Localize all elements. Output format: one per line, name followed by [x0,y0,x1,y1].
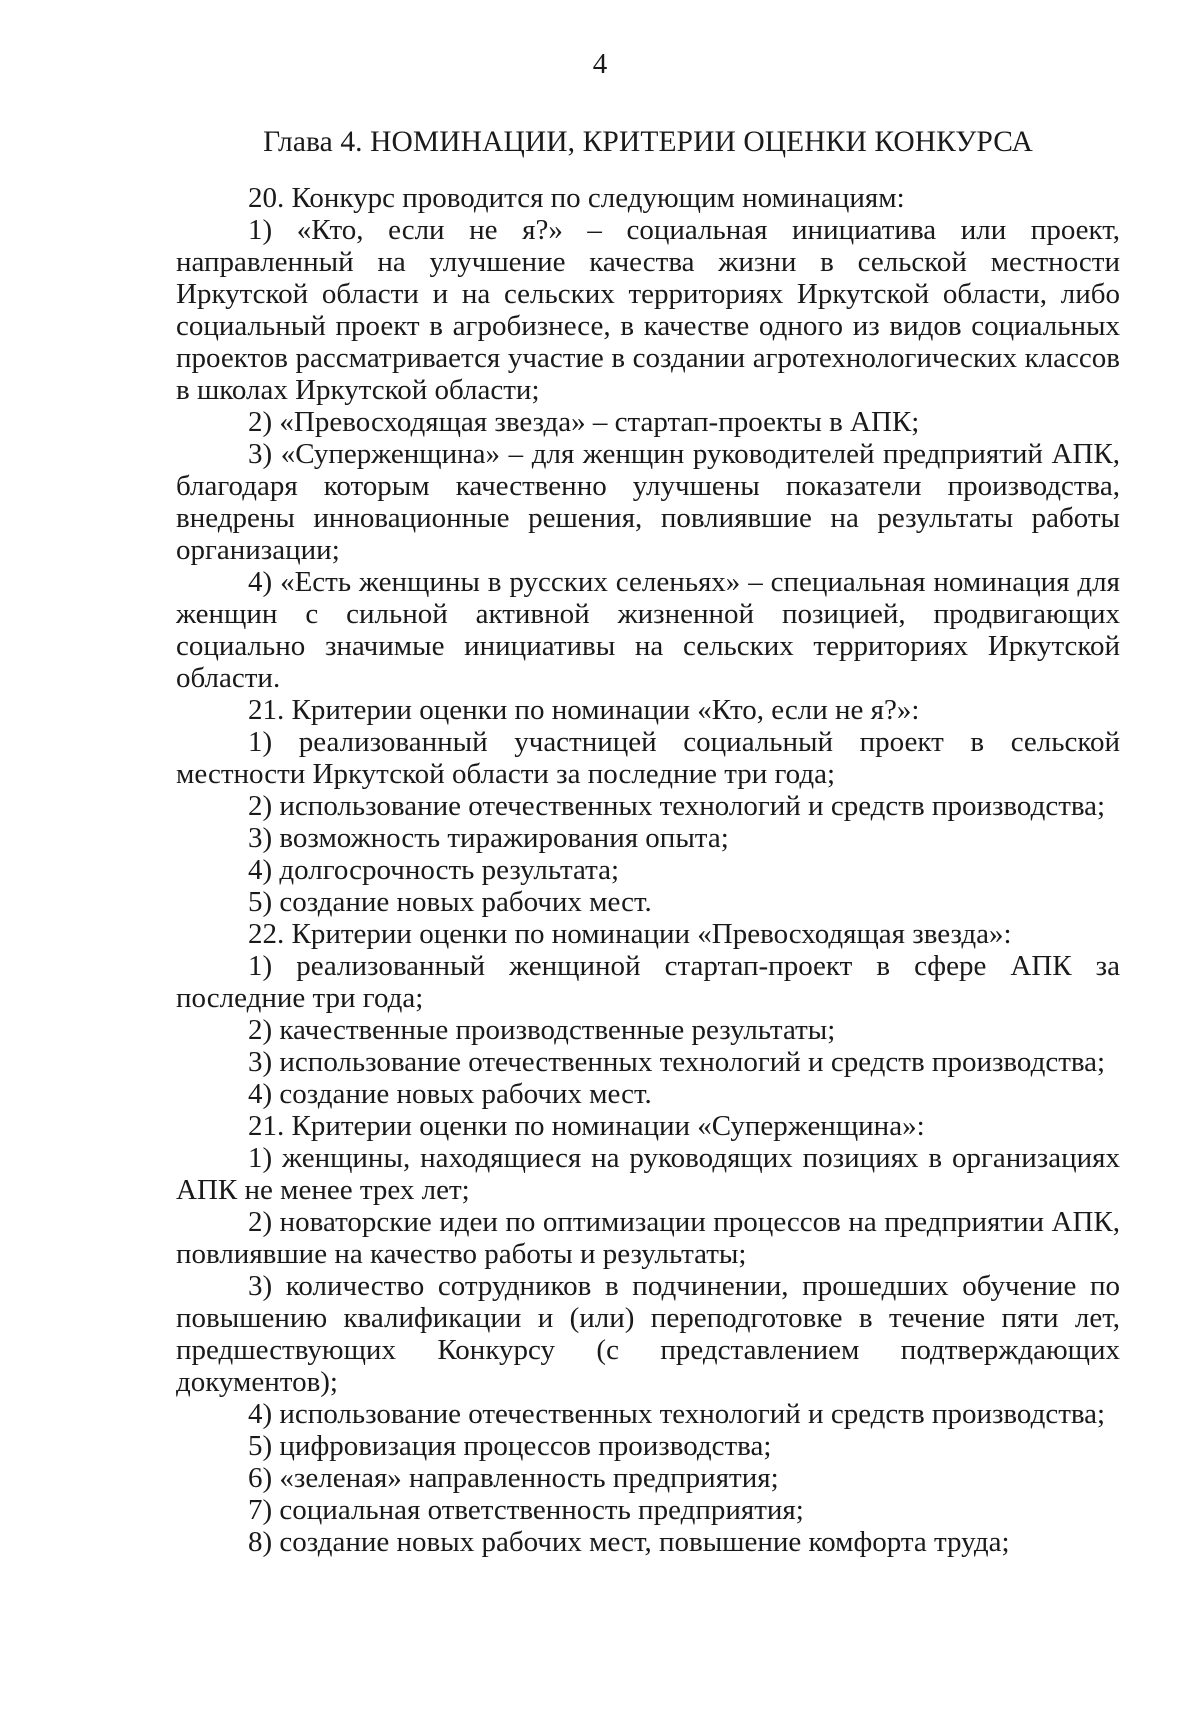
paragraph: 22. Критерии оценки по номинации «Превосходящая звезда»: [248,918,1012,950]
paragraph: 2) «Превосходящая звезда» – стартап-проекты в АПК; [248,406,920,438]
paragraph: 21. Критерии оценки по номинации «Кто, если не я?»: [248,694,920,726]
paragraph: 3) возможность тиражирования опыта; [248,822,729,854]
paragraph: 4) долгосрочность результата; [248,854,620,886]
paragraph: 20. Конкурс проводится по следующим номинациям: [248,182,905,214]
paragraph: 3) использование отечественных технологий и средств производства; [248,1046,1106,1078]
paragraph: 8) создание новых рабочих мест, повышение комфорта труда; [248,1526,1010,1558]
paragraph: 5) создание новых рабочих мест. [248,886,652,918]
page-number: 4 [592,48,608,80]
paragraph: 4) использование отечественных технологий и средств производства; [248,1398,1106,1430]
paragraph: 2) новаторские идеи по оптимизации процессов на предприятии АПК, повлиявшие на качество работы и результаты; [176,1206,1120,1270]
paragraph: 1) женщины, находящиеся на руководящих позициях в организациях АПК не менее трех лет; [176,1142,1120,1206]
paragraph: 6) «зеленая» направленность предприятия; [248,1462,779,1494]
paragraph: 21. Критерии оценки по номинации «Суперженщина»: [248,1110,925,1142]
chapter-title: Глава 4. НОМИНАЦИИ, КРИТЕРИИ ОЦЕНКИ КОНКУРСА [263,126,1033,158]
paragraph: 4) создание новых рабочих мест. [248,1078,652,1110]
paragraph: 1) «Кто, если не я?» – социальная инициатива или проект, направленный на улучшение качества жизни в сельской местности Иркутской области и на сельских территориях Иркутской области, либо социальный проект в агробизнесе, в качестве одного из видов социальных проектов рассматривается участие в создании агротехнологических классов в школах Иркутской области; [176,214,1120,406]
paragraph: 3) количество сотрудников в подчинении, прошедших обучение по повышению квалификации и (или) переподготовке в течение пяти лет, предшествующих Конкурсу (с представлением подтверждающих документов); [176,1270,1120,1398]
document-body [176,182,1120,1558]
paragraph: 1) реализованный женщиной стартап-проект в сфере АПК за последние три года; [176,950,1120,1014]
paragraph: 1) реализованный участницей социальный проект в сельской местности Иркутской области за последние три года; [176,726,1120,790]
paragraph: 2) использование отечественных технологий и средств производства; [248,790,1106,822]
paragraph: 5) цифровизация процессов производства; [248,1430,772,1462]
paragraph: 3) «Суперженщина» – для женщин руководителей предприятий АПК, благодаря которым качественно улучшены показатели производства, внедрены инновационные решения, повлиявшие на результаты работы организации; [176,438,1120,566]
paragraph: 2) качественные производственные результаты; [248,1014,836,1046]
paragraph: 4) «Есть женщины в русских селеньях» – специальная номинация для женщин с сильной активной жизненной позицией, продвигающих социально значимые инициативы на сельских территориях Иркутской области. [176,566,1120,694]
paragraph: 7) социальная ответственность предприятия; [248,1494,804,1526]
